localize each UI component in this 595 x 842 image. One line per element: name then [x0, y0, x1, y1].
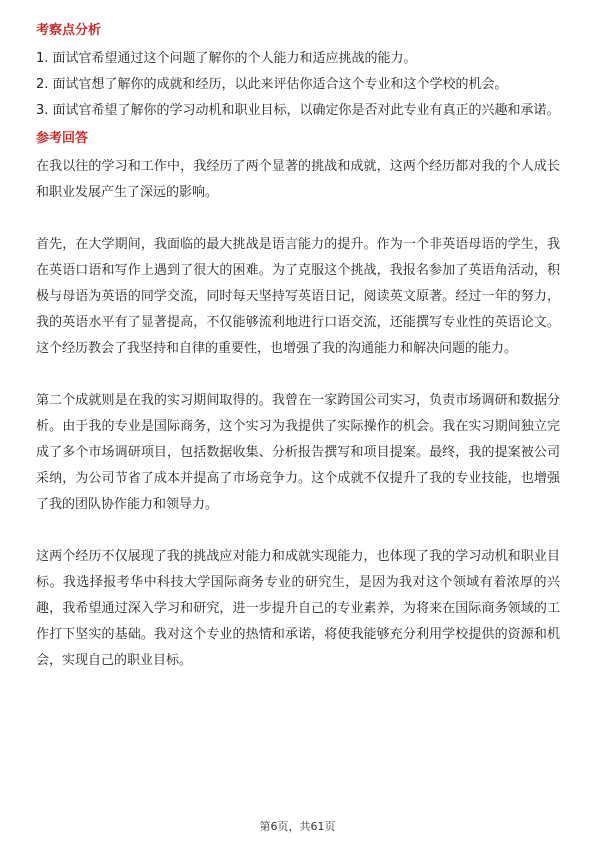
answer-paragraph-4: 这两个经历不仅展现了我的挑战应对能力和成就实现能力，也体现了我的学习动机和职业目标。我选择报考华中科技大学国际商务专业的研究生，是因为我对这个领域有着浓厚的兴趣，我希望通过深入学习和研究，进一步提升自己的专业素养，为将来在国际商务领域的工作打下坚实的基础。我对这个专业的热情和承诺，将使我能够充分利用学校提供的资源和机会，实现自己的职业目标。 [36, 549, 560, 668]
answer-paragraph-3: 第二个成就则是在我的实习期间取得的。我曾在一家跨国公司实习，负责市场调研和数据分析。由于我的专业是国际商务，这个实习为我提供了实际操作的机会。我在实习期间独立完成了多个市场调研项目，包括数据收集、分析报告撰写和项目提案。最终，我的提案被公司采纳，为公司节省了成本并提高了市场竞争力。这个成就不仅提升了我的专业技能，也增强了我的团队协作能力和领导力。 [36, 393, 560, 512]
page-content [36, 22, 560, 674]
analysis-point-3: 3. 面试官希望了解你的学习动机和职业目标，以确定你是否对此专业有真正的兴趣和承诺。 [36, 103, 560, 118]
page-number-footer: 第6页，共61页 [259, 820, 336, 833]
answer-paragraph-1: 在我以往的学习和工作中，我经历了两个显著的挑战和成就，这两个经历都对我的个人成长和职业发展产生了深远的影响。 [36, 159, 560, 200]
analysis-point-1: 1. 面试官希望通过这个问题了解你的个人能力和适应挑战的能力。 [36, 51, 417, 66]
analysis-heading: 考察点分析 [36, 23, 102, 38]
answer-heading: 参考回答 [36, 131, 89, 146]
analysis-point-2: 2. 面试官想了解你的成就和经历，以此来评估你适合这个专业和这个学校的机会。 [36, 77, 508, 92]
answer-paragraph-2: 首先，在大学期间，我面临的最大挑战是语言能力的提升。作为一个非英语母语的学生，我在英语口语和写作上遇到了很大的困难。为了克服这个挑战，我报名参加了英语角活动，积极与母语为英语的同学交流，同时每天坚持写英语日记，阅读英文原著。经过一年的努力，我的英语水平有了显著提高，不仅能够流利地进行口语交流，还能撰写专业性的英语论文。这个经历教会了我坚持和自律的重要性，也增强了我的沟通能力和解决问题的能力。 [36, 237, 560, 356]
